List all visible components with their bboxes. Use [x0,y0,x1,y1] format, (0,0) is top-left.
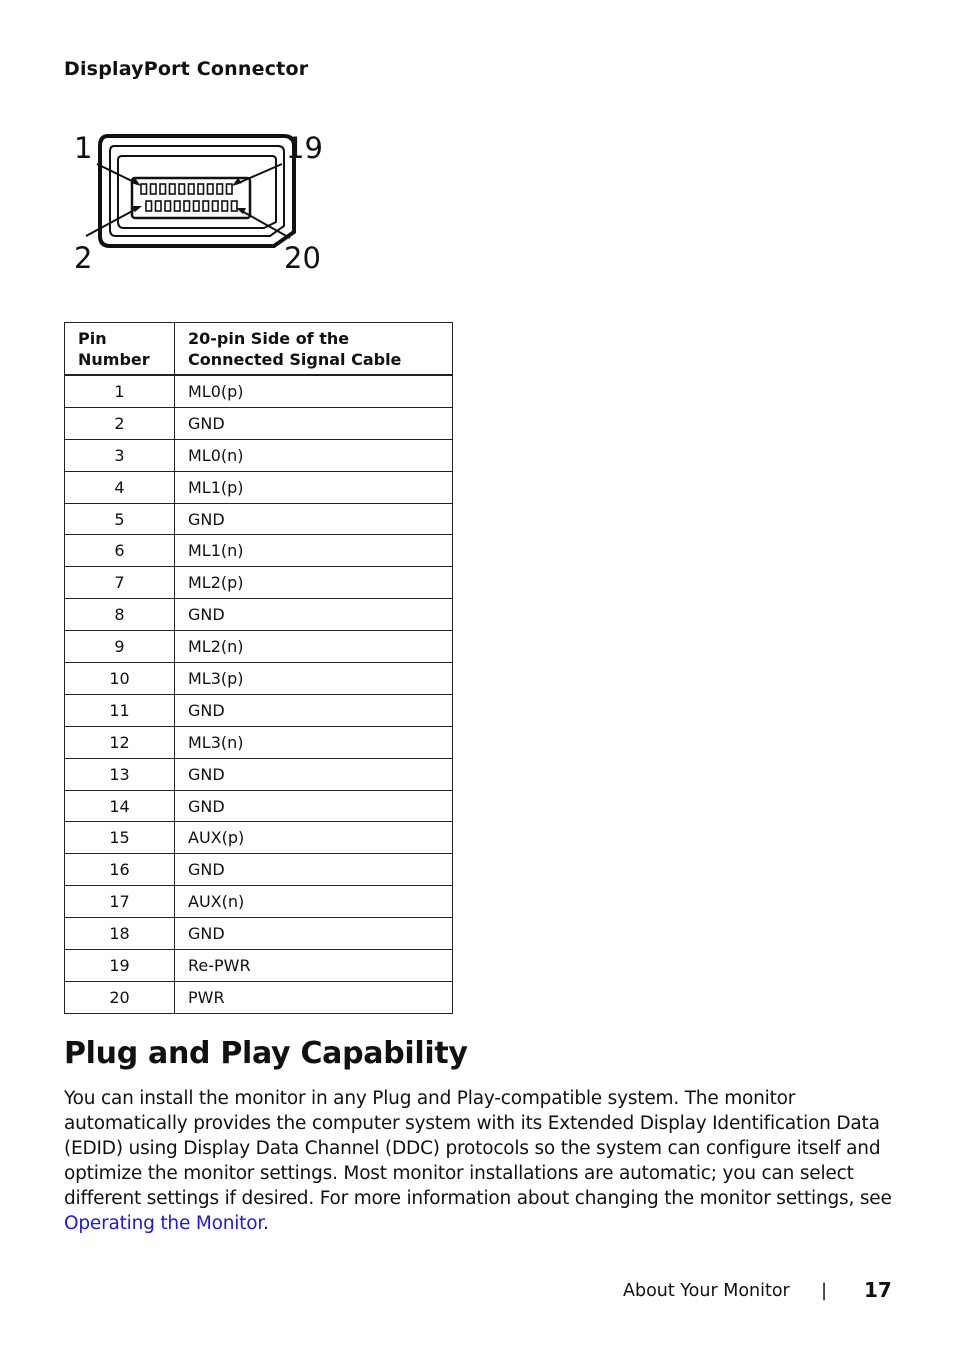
connector-pin [232,201,238,211]
pin-number-cell: 3 [65,439,175,471]
pin-number-cell: 2 [65,407,175,439]
table-row [65,726,453,758]
signal-cell: GND [175,407,453,439]
table-row [65,375,453,407]
connector-svg [64,126,324,276]
signal-cell: ML2(p) [175,567,453,599]
connector-pin [170,184,176,194]
connector-pin [189,184,195,194]
paragraph-end: . [263,1213,269,1234]
table-row [65,981,453,1013]
connector-pin [227,184,233,194]
pin-number-cell: 12 [65,726,175,758]
label-pin-1: 1 [74,131,93,165]
connector-pin [203,201,209,211]
table-row [65,439,453,471]
pin-assignment-table [64,322,453,1014]
connector-pin [217,184,223,194]
table-header-row [65,323,453,376]
pin-number-cell: 7 [65,567,175,599]
header-pin-number-line: Number [78,349,150,369]
label-pin-19: 19 [286,131,323,165]
pin-row-bottom [146,201,237,211]
table-row [65,631,453,663]
connector-pin [146,201,152,211]
header-signal: 20-pin Side of the Connected Signal Cable [175,323,453,376]
connector-pin [179,184,185,194]
pin-row-top [141,184,232,194]
pin-number-cell: 13 [65,758,175,790]
table-row [65,503,453,535]
pin-number-cell: 14 [65,790,175,822]
pin-number-cell: 1 [65,375,175,407]
pin-number-cell: 20 [65,981,175,1013]
connector-outer-shell [100,136,294,246]
label-pin-2: 2 [74,241,93,275]
signal-cell: GND [175,503,453,535]
connector-pin [175,201,181,211]
signal-cell: ML1(n) [175,535,453,567]
table-row [65,886,453,918]
signal-cell: GND [175,918,453,950]
signal-cell: ML3(p) [175,663,453,695]
connector-pin [156,201,162,211]
table-row [65,758,453,790]
table-row [65,854,453,886]
connector-pin [151,184,157,194]
connector-pin [184,201,190,211]
pin-number-cell: 18 [65,918,175,950]
pointer-line-pin-2 [86,208,138,236]
signal-cell: GND [175,790,453,822]
table-row [65,694,453,726]
signal-cell: AUX(p) [175,822,453,854]
table-row [65,407,453,439]
connector-pin [194,201,200,211]
pin-number-cell: 4 [65,471,175,503]
section-heading: DisplayPort Connector [64,58,309,80]
displayport-connector-diagram [64,126,324,276]
signal-cell: ML0(p) [175,375,453,407]
signal-cell: GND [175,599,453,631]
signal-cell: GND [175,758,453,790]
signal-cell: GND [175,854,453,886]
pin-number-cell: 6 [65,535,175,567]
pin-number-cell: 15 [65,822,175,854]
pointer-line-pin-20 [240,210,290,238]
signal-cell: ML0(n) [175,439,453,471]
signal-cell: PWR [175,981,453,1013]
connector-pin [165,201,171,211]
pin-number-cell: 19 [65,950,175,982]
signal-cell: AUX(n) [175,886,453,918]
label-pin-20: 20 [284,241,321,275]
table-row [65,950,453,982]
table-row [65,535,453,567]
operating-monitor-link[interactable]: Operating the Monitor [64,1213,264,1234]
page-title: Plug and Play Capability [64,1036,468,1071]
connector-pin [222,201,228,211]
connector-inner-shell [110,146,284,236]
footer-section-name: About Your Monitor [623,1281,790,1301]
header-pin-number-line: Pin [78,328,107,348]
table-row [65,567,453,599]
pin-number-cell: 17 [65,886,175,918]
table-row [65,918,453,950]
table-row [65,471,453,503]
connector-pin [160,184,166,194]
connector-pin [198,184,204,194]
pin-number-cell: 8 [65,599,175,631]
footer-separator: | [821,1280,828,1301]
pin-number-cell: 11 [65,694,175,726]
page-number: 17 [864,1278,892,1302]
signal-cell: ML1(p) [175,471,453,503]
header-pin-number [65,323,175,376]
signal-cell: ML3(n) [175,726,453,758]
pin-table-body [65,375,453,1013]
signal-cell: ML2(n) [175,631,453,663]
pin-number-cell: 5 [65,503,175,535]
plug-and-play-paragraph [64,1086,894,1236]
connector-pin [213,201,219,211]
connector-pin [141,184,147,194]
table-row [65,790,453,822]
signal-cell: Re-PWR [175,950,453,982]
table-row [65,822,453,854]
pin-number-cell: 10 [65,663,175,695]
table-row [65,599,453,631]
connector-pin [208,184,214,194]
pin-number-cell: 9 [65,631,175,663]
signal-cell: GND [175,694,453,726]
pin-number-cell: 16 [65,854,175,886]
table-row [65,663,453,695]
paragraph-text: You can install the monitor in any Plug and Play-compatible system. The monitor automatically provides the computer system with its Extended Display Identification Data (EDID) using Display Data Channel (DDC) protocols so the system can configure itself and optimize the monitor settings. Most monitor installations are automatic; you can select different settings if desired. For more information about changing the monitor settings, see [64,1088,892,1209]
